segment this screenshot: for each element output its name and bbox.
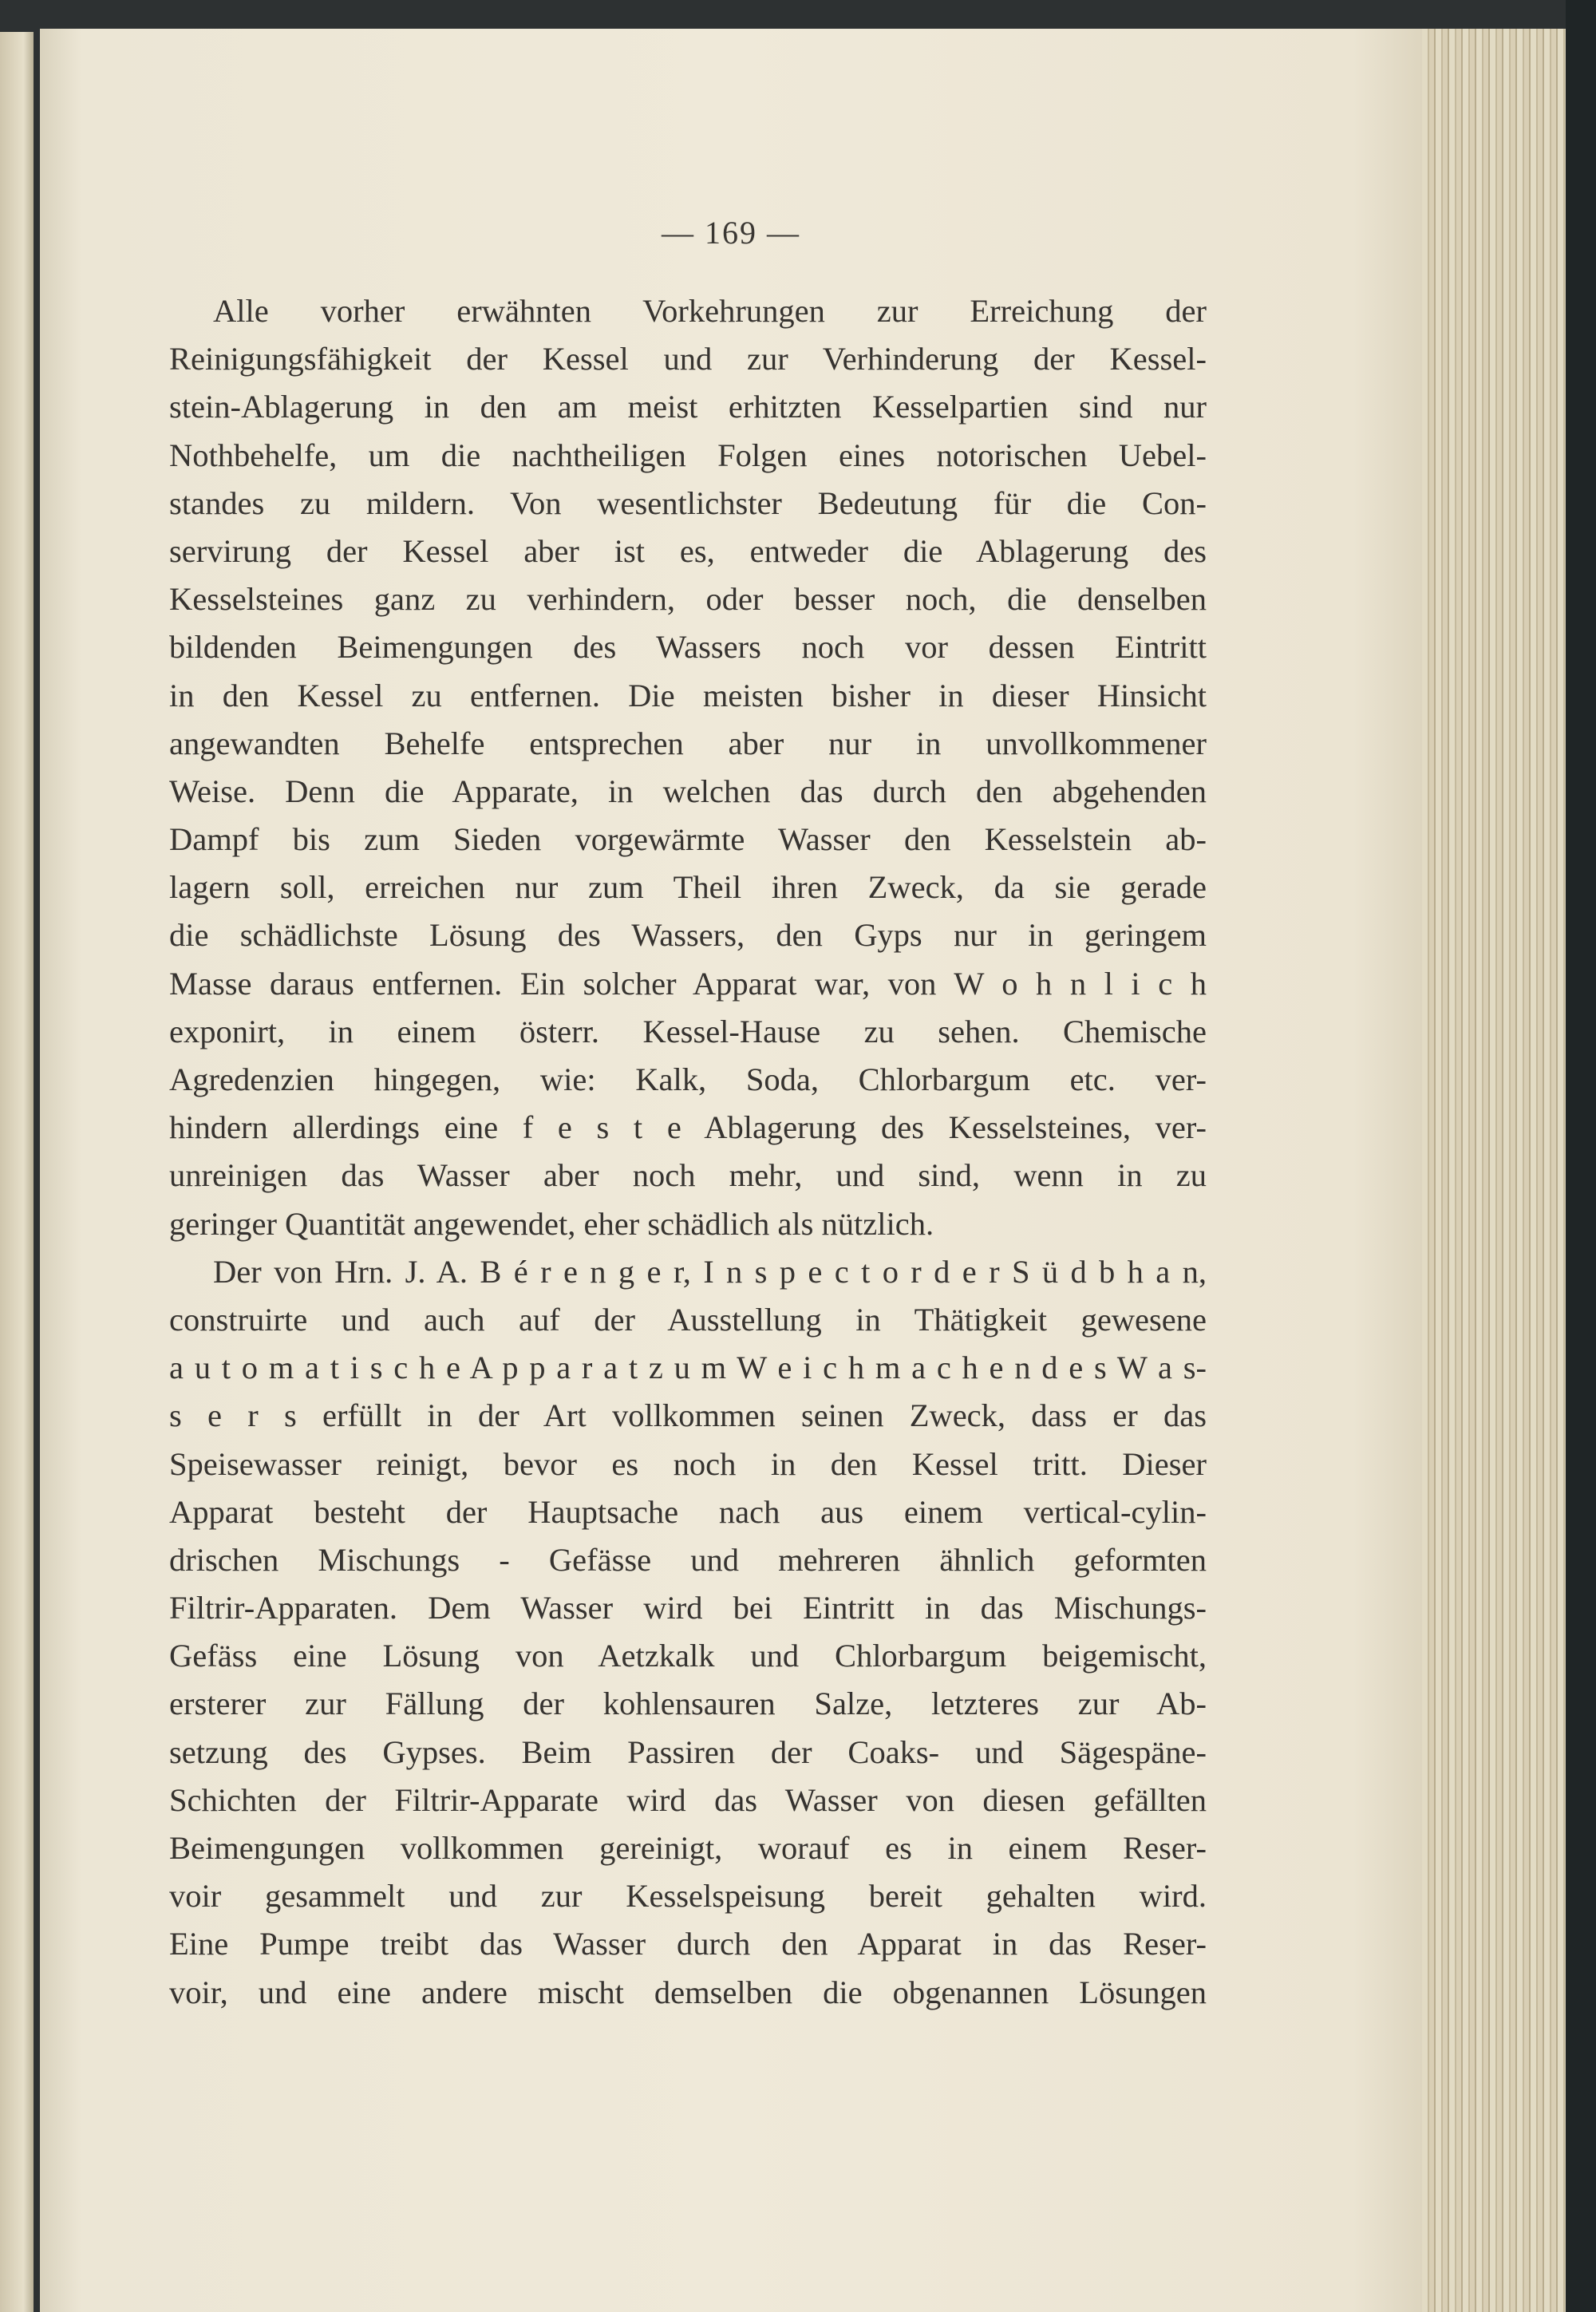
book-page bbox=[40, 29, 1422, 2312]
page-number: — 169 — bbox=[662, 215, 800, 251]
text-line: Speisewasser reinigt, bevor es noch in den Kessel tritt. Dieser bbox=[169, 1445, 1207, 1482]
text-line: Agredenzien hingegen, wie: Kalk, Soda, Chlorbargum etc. ver- bbox=[169, 1061, 1207, 1097]
page-stack-edges bbox=[1422, 29, 1566, 2312]
book-cover-edge bbox=[1566, 0, 1596, 2312]
text-line: geringer Quantität angewendet, eher schädlich als nützlich. bbox=[169, 1205, 934, 1242]
text-line: Masse daraus entfernen. Ein solcher Apparat war, von W o h n l i c h bbox=[169, 965, 1207, 1002]
text-line: Beimengungen vollkommen gereinigt, worauf es in einem Reser- bbox=[169, 1830, 1207, 1866]
text-line: Schichten der Filtrir-Apparate wird das Wasser von diesen gefällten bbox=[169, 1781, 1207, 1818]
left-page-edge bbox=[0, 32, 34, 2312]
text-line: die schädlichste Lösung des Wassers, den Gyps nur in geringem bbox=[169, 917, 1207, 954]
text-line: Der von Hrn. J. A. B é r e n g e r, I n s p e c t o r d e r S ü d b h a n, bbox=[213, 1253, 1207, 1290]
text-line: construirte und auch auf der Ausstellung in Thätigkeit gewesene bbox=[169, 1301, 1207, 1338]
body-text bbox=[169, 287, 1207, 2017]
text-line: bildenden Beimengungen des Wassers noch vor dessen Eintritt bbox=[169, 629, 1207, 666]
text-line: servirung der Kessel aber ist es, entweder die Ablagerung des bbox=[169, 532, 1207, 569]
text-line: Kesselsteines ganz zu verhindern, oder besser noch, die denselben bbox=[169, 581, 1207, 618]
text-line: a u t o m a t i s c h e A p p a r a t z u m W e i c h m a c h e n d e s W a s- bbox=[169, 1350, 1207, 1386]
text-line: angewandten Behelfe entsprechen aber nur in unvollkommener bbox=[169, 725, 1207, 761]
text-line: Reinigungsfähigkeit der Kessel und zur Verhinderung der Kessel- bbox=[169, 341, 1207, 377]
text-line: standes zu mildern. Von wesentlichster Bedeutung für die Con- bbox=[169, 484, 1207, 521]
text-line: Nothbehelfe, um die nachtheiligen Folgen eines notorischen Uebel- bbox=[169, 437, 1207, 473]
text-line: voir, und eine andere mischt demselben die obgenannen Lösungen bbox=[169, 1974, 1207, 2010]
text-line: drischen Mischungs - Gefässe und mehreren ähnlich geformten bbox=[169, 1541, 1207, 1578]
text-line: voir gesammelt und zur Kesselspeisung bereit gehalten wird. bbox=[169, 1878, 1207, 1915]
text-line: stein-Ablagerung in den am meist erhitzten Kesselpartien sind nur bbox=[169, 389, 1207, 425]
text-line: Gefäss eine Lösung von Aetzkalk und Chlorbargum beigemischt, bbox=[169, 1638, 1207, 1674]
text-line: Dampf bis zum Sieden vorgewärmte Wasser den Kesselstein ab- bbox=[169, 821, 1207, 858]
text-line: Filtrir-Apparaten. Dem Wasser wird bei Eintritt in das Mischungs- bbox=[169, 1590, 1207, 1626]
text-line: Weise. Denn die Apparate, in welchen das durch den abgehenden bbox=[169, 773, 1207, 809]
text-line: s e r s erfüllt in der Art vollkommen seinen Zweck, dass er das bbox=[169, 1397, 1207, 1434]
text-line: lagern soll, erreichen nur zum Theil ihren Zweck, da sie gerade bbox=[169, 869, 1207, 906]
text-line: setzung des Gypses. Beim Passiren der Coaks- und Sägespäne- bbox=[169, 1733, 1207, 1770]
text-line: ersterer zur Fällung der kohlensauren Salze, letzteres zur Ab- bbox=[169, 1686, 1207, 1722]
text-line: in den Kessel zu entfernen. Die meisten bisher in dieser Hinsicht bbox=[169, 677, 1207, 713]
text-line: unreinigen das Wasser aber noch mehr, und sind, wenn in zu bbox=[169, 1157, 1207, 1194]
text-line: Eine Pumpe treibt das Wasser durch den Apparat in das Reser- bbox=[169, 1926, 1207, 1962]
text-line: Apparat besteht der Hauptsache nach aus einem vertical-cylin- bbox=[169, 1493, 1207, 1530]
text-line: Alle vorher erwähnten Vorkehrungen zur Erreichung der bbox=[213, 293, 1207, 329]
text-line: hindern allerdings eine f e s t e Ablagerung des Kesselsteines, ver- bbox=[169, 1109, 1207, 1146]
text-line: exponirt, in einem österr. Kessel-Hause zu sehen. Chemische bbox=[169, 1013, 1207, 1049]
